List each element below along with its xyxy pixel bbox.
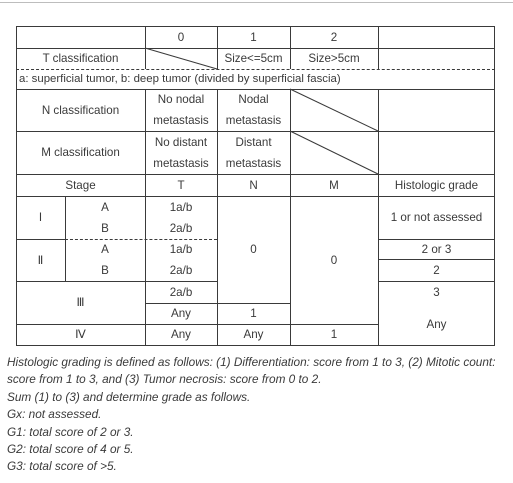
grade-stage-ii-b: 2 [433,263,440,277]
grade-header: Histologic grade [394,178,479,192]
stage-i: I [38,211,43,224]
n-cell-0-line1: No nodal [157,93,205,106]
stage-i-b: B [101,222,109,235]
n-cell-0-line2: metastasis [153,114,209,127]
t-header: T [177,178,185,192]
stage-iii: Ⅲ [76,296,85,309]
n-value-zero: 0 [250,243,257,256]
t-footnote-row: a: superficial tumor, b: deep tumor (divided by superficial fascia) [19,72,341,85]
t-classification-label: T classification [42,52,119,65]
n-value-one: 1 [250,307,257,320]
footnote-sum: Sum (1) to (3) and determine grade as follows. [7,389,251,404]
t-value-i-b: 2a/b [169,222,193,235]
col-header-2: 2 [330,30,338,44]
m-classification-label: M classification [41,146,120,159]
stage-ii: Ⅱ [37,253,44,267]
m-cell-0-line2: metastasis [153,156,209,170]
m-cell-1-line2: metastasis [225,156,282,170]
footnote-gx: Gx: not assessed. [7,407,102,422]
stage-ii-a: A [101,243,109,256]
t-value-ii-b: 2a/b [169,264,193,277]
m-cell-0-line1: No distant [154,135,208,149]
stage-i-a: A [101,200,109,214]
col-header-1: 1 [250,30,257,44]
footnote-grading-definition: Histologic grading is defined as follows: (1) Differentiation: score from 1 to 3, (2) Mitotic count: score from 1 to 3, and (3) Tumor necrosis: score from 0 to 2. [7,355,496,387]
t-size-large: Size>5cm [308,52,360,65]
m-cell-1-line1: Distant [235,135,272,149]
m-empty-diagonal [290,131,378,174]
t-empty-diagonal [145,48,217,69]
footnote-g2: G2: total score of 4 or 5. [7,442,134,457]
n-value-iv: Any [243,328,264,341]
n-classification-label: N classification [41,103,120,117]
footnote-g3: G3: total score of >5. [7,459,117,474]
top-rule [0,2,513,3]
n-cell-1 [217,89,290,131]
m-cell-0 [145,131,217,174]
m-header: M [329,178,339,192]
n-cell-1-line2: metastasis [225,114,282,127]
t-value-iii-1: 2a/b [169,285,193,299]
table-footnotes [7,354,509,476]
grade-any: Any [426,317,447,331]
footnote-g1: G1: total score of 2 or 3. [7,424,134,439]
n-header: N [249,178,258,192]
stage-header: Stage [65,178,96,192]
n-empty-diagonal [290,89,378,131]
grade-stage-iii: 3 [433,285,440,299]
t-value-ii-a: 1a/b [169,243,193,256]
t-size-small: Size<=5cm [224,52,283,65]
n-cell-1-line1: Nodal [238,93,269,106]
col-header-0: 0 [177,30,185,44]
stage-ii-b: B [101,264,109,277]
m-value-iv: 1 [330,328,338,341]
t-value-i-a: 1a/b [169,200,193,214]
grade-stage-ii-a: 2 or 3 [421,242,452,256]
t-value-iii-2: Any [171,307,191,320]
stage-iv: Ⅳ [75,328,86,341]
grade-stage-i: 1 or not assessed [390,211,483,224]
m-value-zero: 0 [330,253,338,267]
n-cell-0 [145,89,217,131]
m-cell-1 [217,131,290,174]
t-value-iv: Any [171,328,191,341]
